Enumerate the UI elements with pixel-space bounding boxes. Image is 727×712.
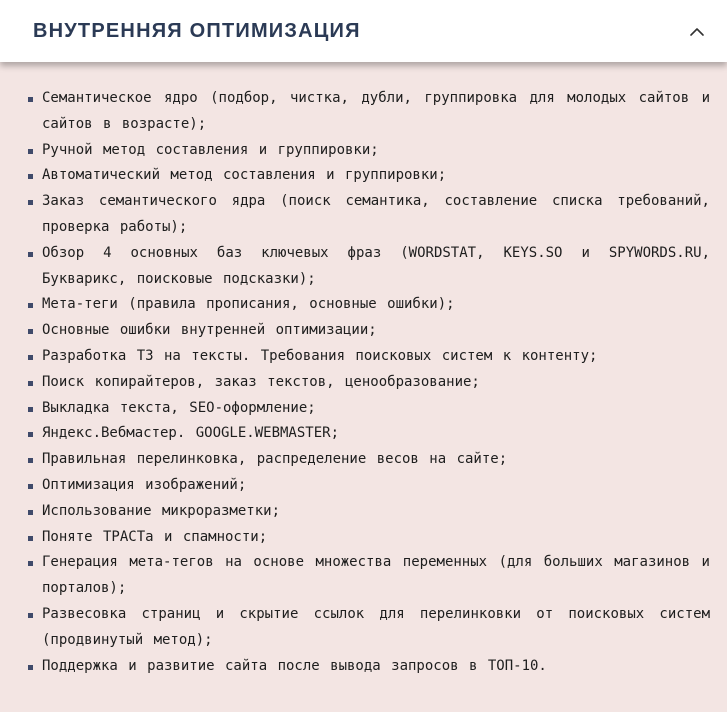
list-item-text: Выкладка текста, SEO-оформление; [42,399,316,416]
accordion-header[interactable] [0,0,727,62]
list-item-text: Обзор 4 основных баз ключевых фраз (WORDSTAT, KEYS.SO и SPYWORDS.RU, Букварикс, поисковые подсказки); [42,244,710,287]
bullet-icon [28,432,33,437]
list-item-text: Генерация мета-тегов на основе множества переменных (для больших магазинов и порталов); [42,554,710,597]
list-item-text: Ручной метод составления и группировки; [42,141,379,158]
bullet-icon [28,355,33,360]
bullet-icon [28,149,33,154]
list-item-text: Оптимизация изображений; [42,476,247,493]
list-item [28,473,710,499]
list-item [28,602,710,654]
collapse-toggle-button[interactable] [683,18,711,46]
bullet-icon [28,407,33,412]
list-item-text: Автоматический метод составления и группировки; [42,167,447,184]
list-item [28,344,710,370]
bullet-icon [28,613,33,618]
list-item [28,318,710,344]
list-item-text: Правильная перелинковка, распределение весов на сайте; [42,451,508,468]
list-item [28,189,710,241]
list-item-text: Яндекс.Вебмастер. GOOGLE.WEBMASTER; [42,425,340,442]
list-item-text: Мета-теги (правила прописания, основные ошибки); [42,296,455,313]
bullet-icon [28,536,33,541]
bullet-icon [28,484,33,489]
bullet-icon [28,510,33,515]
list-item [28,421,710,447]
list-item [28,163,710,189]
list-item-text: Основные ошибки внутренней оптимизации; [42,322,377,339]
list-item-text: Разработка ТЗ на тексты. Требования поисковых систем к контенту; [42,347,598,364]
list-item-text: Семантическое ядро (подбор, чистка, дубли, группировка для молодых сайтов и сайтов в возрасте); [42,90,710,132]
bullet-icon [28,174,33,179]
bullet-icon [28,97,33,102]
list-item-text: Заказ семантического ядра (поиск семантика, составление списка требований, проверка работы); [42,193,710,235]
bullet-icon [28,381,33,386]
bullet-icon [28,665,33,670]
list-item [28,654,710,680]
bullet-icon [28,561,33,566]
list-item-text: Развесовка страниц и скрытие ссылок для перелинковки от поисковых систем (продвинутый метод); [42,605,710,648]
list-item [28,138,710,164]
list-item [28,447,710,473]
list-item [28,86,710,138]
topic-list [28,86,710,679]
bullet-icon [28,303,33,308]
bullet-icon [28,458,33,463]
bullet-icon [28,252,33,257]
list-item [28,396,710,422]
accordion-content [0,62,727,712]
bullet-icon [28,329,33,334]
list-item [28,241,710,293]
list-item [28,550,710,602]
list-item-text: Поддержка и развитие сайта после вывода запросов в ТОП-10. [42,657,547,674]
list-item-text: Поняте ТРАСТа и спамности; [42,528,268,545]
list-item [28,292,710,318]
list-item-text: Поиск копирайтеров, заказ текстов, ценообразование; [42,373,480,390]
list-item [28,370,710,396]
bullet-icon [28,200,33,205]
list-item [28,499,710,525]
chevron-up-icon [683,18,711,46]
list-item [28,525,710,551]
section-title: ВНУТРЕННЯЯ ОПТИМИЗАЦИЯ [33,20,361,42]
list-item-text: Использование микроразметки; [42,502,281,519]
